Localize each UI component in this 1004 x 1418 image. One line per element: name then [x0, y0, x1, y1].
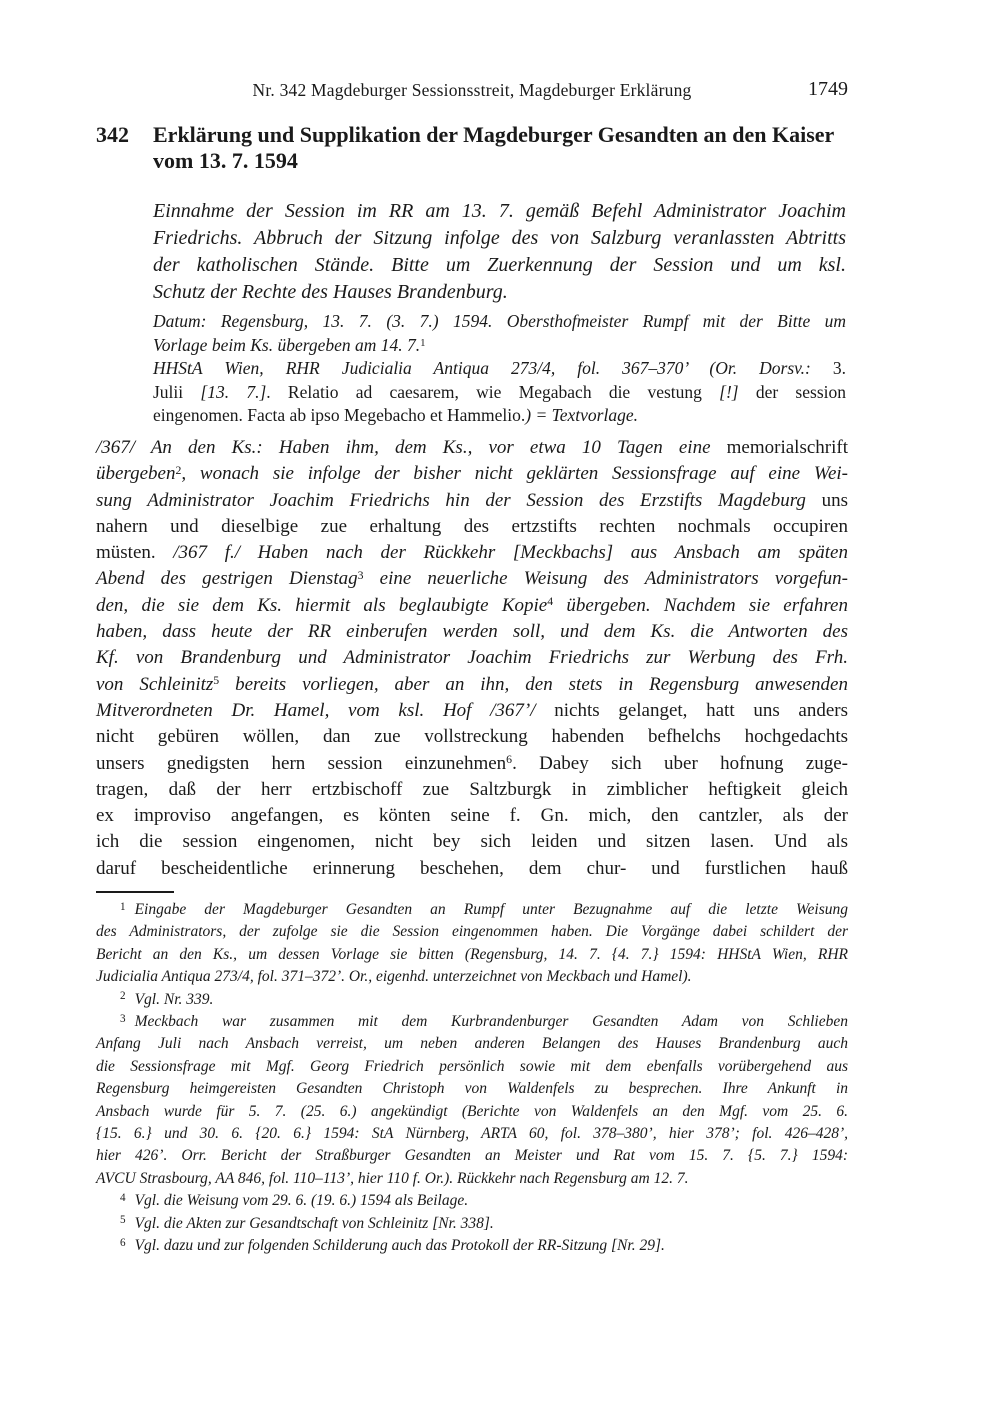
text-run: Ansbach wurde für 5. 7. (25. 6.) angekündigt (Berichte von Waldenfels an den Mgf. vom 25. 6. [96, 1102, 848, 1120]
text-line [96, 461, 848, 487]
text-line [153, 381, 846, 405]
footnote-1 [96, 899, 848, 989]
text-line [96, 899, 848, 921]
text-line [96, 1123, 848, 1145]
text-line [96, 514, 848, 540]
footnote-ref-marker: 3 [357, 569, 364, 583]
text-run: ) = Textvorlage. [525, 405, 638, 425]
text-run: bereits vorliegen, aber an ihn, den stets in Regensburg anwesenden [219, 673, 848, 695]
document-title-text: Erklärung und Supplikation der Magdeburger Gesandten an den Kaiser [153, 122, 835, 147]
text-line [96, 1190, 848, 1212]
footnote-ref-marker: 1 [420, 336, 426, 349]
text-line [96, 1101, 848, 1123]
text-run: . Dabey sich uber hofnung zuge- [512, 752, 848, 774]
document-number: 342 [96, 122, 129, 147]
text-line [96, 1168, 848, 1190]
text-line [96, 856, 848, 882]
text-run: Friedrichs. Abbruch der Sitzung infolge des von Salzburg veranlassten Abtritts [153, 227, 846, 249]
text-line [153, 310, 846, 334]
text-run: HHStA Wien, RHR Judicialia Antiqua 273/4, fol. 367–370’ (Or. Dorsv.: [153, 358, 833, 378]
text-run: uns [821, 489, 848, 511]
text-run: Vgl. Nr. 339. [134, 990, 214, 1008]
footnote-number: 6 [120, 1236, 126, 1249]
footnotes-list [96, 899, 848, 1258]
text-line [96, 593, 848, 619]
text-run: AVCU Strasbourg, AA 846, fol. 110–113’, hier 110 f. Or.). Rückkehr nach Regensburg am 12. 7. [96, 1169, 689, 1187]
running-head: Nr. 342 Magdeburger Sessionsstreit, Magdeburger Erklärung [252, 80, 692, 100]
text-run: [!] [719, 381, 739, 402]
text-run: Abend des gestrigen Dienstag [96, 568, 358, 590]
text-run: Schutz der Rechte des Hauses Brandenburg. [153, 281, 508, 303]
text-line [96, 1235, 848, 1257]
text-line [153, 357, 846, 381]
document-title [96, 122, 866, 174]
archival-source-note [153, 357, 846, 428]
text-line [96, 540, 848, 566]
text-run: Regensburg heimgereisten Gesandten Christoph von Waldenfels zu besprechen. Ihre Ankunft in [96, 1080, 848, 1098]
summary-abstract [153, 198, 846, 306]
text-line [96, 751, 848, 777]
text-run: daruf bescheidentliche erinnerung beschehen, dem chur- und furstlichen hauß [96, 857, 848, 879]
text-run: 3. [832, 358, 846, 378]
document-title-date: vom 13. 7. 1594 [153, 148, 298, 173]
text-line [153, 252, 846, 279]
text-run: Eingabe der Magdeburger Gesandten an Rumpf unter Bezugnahme auf die letzte Weisung [134, 901, 848, 918]
text-run: Vgl. dazu und zur folgenden Schilderung auch das Protokoll der RR-Sitzung [Nr. 29]. [134, 1237, 665, 1255]
text-run: sung Administrator Joachim Friedrichs hin der Session des Erzstifts Magdeburg [96, 489, 822, 511]
text-line [96, 698, 848, 724]
footnote-number: 3 [120, 1012, 126, 1025]
text-line [153, 334, 846, 358]
text-run: hier 426’. Orr. Bericht der Straßburger Gesandten an Meister und Rat vom 15. 7. {5. 7.} 1594: [96, 1147, 848, 1165]
text-line [153, 198, 846, 225]
text-run: /367/ An den Ks.: Haben ihm, dem Ks., vor etwa 10 Tagen eine [96, 437, 727, 458]
text-line [96, 435, 848, 461]
text-run: nahern und dieselbige zue erhaltung des ertzstifts rechten nochmals occupiren [96, 515, 848, 537]
text-line [96, 488, 848, 514]
text-line [153, 225, 846, 252]
text-run: eingenomen. Facta ab ipso Megebacho et Hammelio. [153, 405, 526, 425]
footnote-3 [96, 1011, 848, 1190]
text-run: tragen, daß der herr ertzbischoff zue Saltzburgk in zimblicher heftigkeit gleich [96, 778, 848, 800]
text-run: [13. 7.] [200, 381, 267, 402]
text-line [96, 944, 848, 966]
text-line [153, 279, 846, 306]
footnote-ref-marker: 5 [213, 674, 220, 688]
text-run: der katholischen Stände. Bitte um Zuerkennung der Session und um ksl. [153, 254, 846, 276]
text-run: unsers gnedigsten hern session einzunehmen [96, 752, 507, 774]
page-header [96, 80, 848, 104]
text-line [96, 724, 848, 750]
footnote-number: 2 [120, 990, 126, 1003]
text-run: . Relatio ad caesarem, wie Megabach die vestung [266, 381, 720, 402]
text-run: haben, dass heute der RR einberufen werden soll, und dem Ks. die Antworten des [96, 621, 848, 643]
text-run: Vgl. die Weisung vom 29. 6. (19. 6.) 1594 als Beilage. [134, 1192, 469, 1210]
text-run: Vgl. die Akten zur Gesandtschaft von Schleinitz [Nr. 338]. [134, 1214, 494, 1232]
text-run: des Administrators, der zufolge sie die Session eingenommen haben. Die Vorgänge dabei schildert der [96, 923, 848, 941]
text-run: Einnahme der Session im RR am 13. 7. gemäß Befehl Administrator Joachim [153, 200, 846, 222]
text-run: eine neuerliche Weisung des Administrators vorgefun- [363, 568, 849, 590]
document-body [96, 435, 848, 882]
text-line [153, 404, 846, 428]
text-run: der session [738, 381, 846, 402]
text-line [96, 1213, 848, 1235]
footnote-4 [96, 1190, 848, 1212]
text-run: memorialschrift [726, 437, 848, 458]
text-line [96, 921, 848, 943]
text-run: nicht gebüren wöllen, dan zue vollstreckung habenden befhelchs hochgedachts [96, 726, 848, 748]
footnote-ref-marker: 6 [506, 753, 513, 767]
footnote-ref-marker: 4 [547, 595, 554, 609]
text-run: ich die session eingenomen, nicht bey sich leiden und sitzen lasen. Und als [96, 831, 848, 853]
text-line [96, 1011, 848, 1033]
footnote-6 [96, 1235, 848, 1257]
text-run: Judicialia Antiqua 273/4, fol. 371–372’. Or., eigenhd. unterzeichnet von Meckbach und Hamel). [96, 968, 692, 986]
text-run: Kf. von Brandenburg und Administrator Joachim Friedrichs zur Werbung des Frh. [96, 647, 848, 669]
footnote-number: 4 [120, 1191, 126, 1204]
page-number: 1749 [808, 78, 848, 100]
text-run: Vorlage beim Ks. übergeben am 14. 7. [153, 334, 421, 355]
text-line [96, 1078, 848, 1100]
text-run: nichts gelanget, hatt uns anders [554, 699, 848, 721]
datum-note [153, 310, 846, 357]
text-run: ex improviso angefangen, es könten seine f. Gn. mich, den cantzler, als der [96, 805, 848, 827]
text-run: Mitverordneten Dr. Hamel, vom ksl. Hof /367’/ [96, 699, 555, 721]
text-line [96, 1033, 848, 1055]
text-line [96, 989, 848, 1011]
footnote-ref-marker: 2 [175, 464, 182, 477]
text-run: die Sessionsfrage mit Mgf. Georg Friedrich persönlich sowie mit dem ebenfalls vorübergehend aus [96, 1057, 848, 1075]
text-line [96, 803, 848, 829]
text-line [96, 1056, 848, 1078]
text-run: müsten. [96, 542, 174, 564]
footnote-number: 5 [120, 1214, 126, 1227]
document-title-row [96, 122, 866, 148]
text-run: Datum: Regensburg, 13. 7. (3. 7.) 1594. Obersthofmeister Rumpf mit der Bitte um [153, 311, 846, 331]
text-run: Bericht an den Ks., um dessen Vorlage sie bitten (Regensburg, 14. 7. {4. 7.} 1594: HHStA Wien, RHR [96, 945, 848, 963]
text-run: Julii [153, 381, 201, 402]
footnote-5 [96, 1213, 848, 1235]
text-run: Anfang Juli nach Ansbach verreist, um neben anderen Belangen des Hauses Brandenburg auch [96, 1035, 848, 1053]
text-run: , wonach sie infolge der bisher nicht geklärten Sessionsfrage auf eine Wei- [181, 463, 848, 485]
text-line [96, 619, 848, 645]
text-run: übergeben. Nachdem sie erfahren [553, 594, 848, 616]
text-run: Meckbach war zusammen mit dem Kurbrandenburger Gesandten Adam von Schlieben [134, 1013, 848, 1031]
text-line [96, 672, 848, 698]
text-run: übergeben [96, 463, 176, 485]
text-line [96, 645, 848, 671]
footnote-2 [96, 989, 848, 1011]
text-run: den, die sie dem Ks. hiermit als beglaubigte Kopie [96, 594, 548, 616]
text-run: von Schleinitz [96, 673, 214, 695]
text-line [96, 829, 848, 855]
text-line [96, 1145, 848, 1167]
footnote-number: 1 [120, 900, 126, 913]
text-run: {15. 6.} und 30. 6. {20. 6.} 1594: StA Nürnberg, ARTA 60, fol. 378–380’, hier 378’; fol. 426–428’, [96, 1125, 848, 1143]
text-line [96, 566, 848, 592]
text-line [96, 966, 848, 988]
footnote-separator-rule [96, 891, 174, 893]
text-line [96, 777, 848, 803]
text-run: /367 f./ Haben nach der Rückkehr [Meckbachs] aus Ansbach am späten [173, 542, 848, 564]
